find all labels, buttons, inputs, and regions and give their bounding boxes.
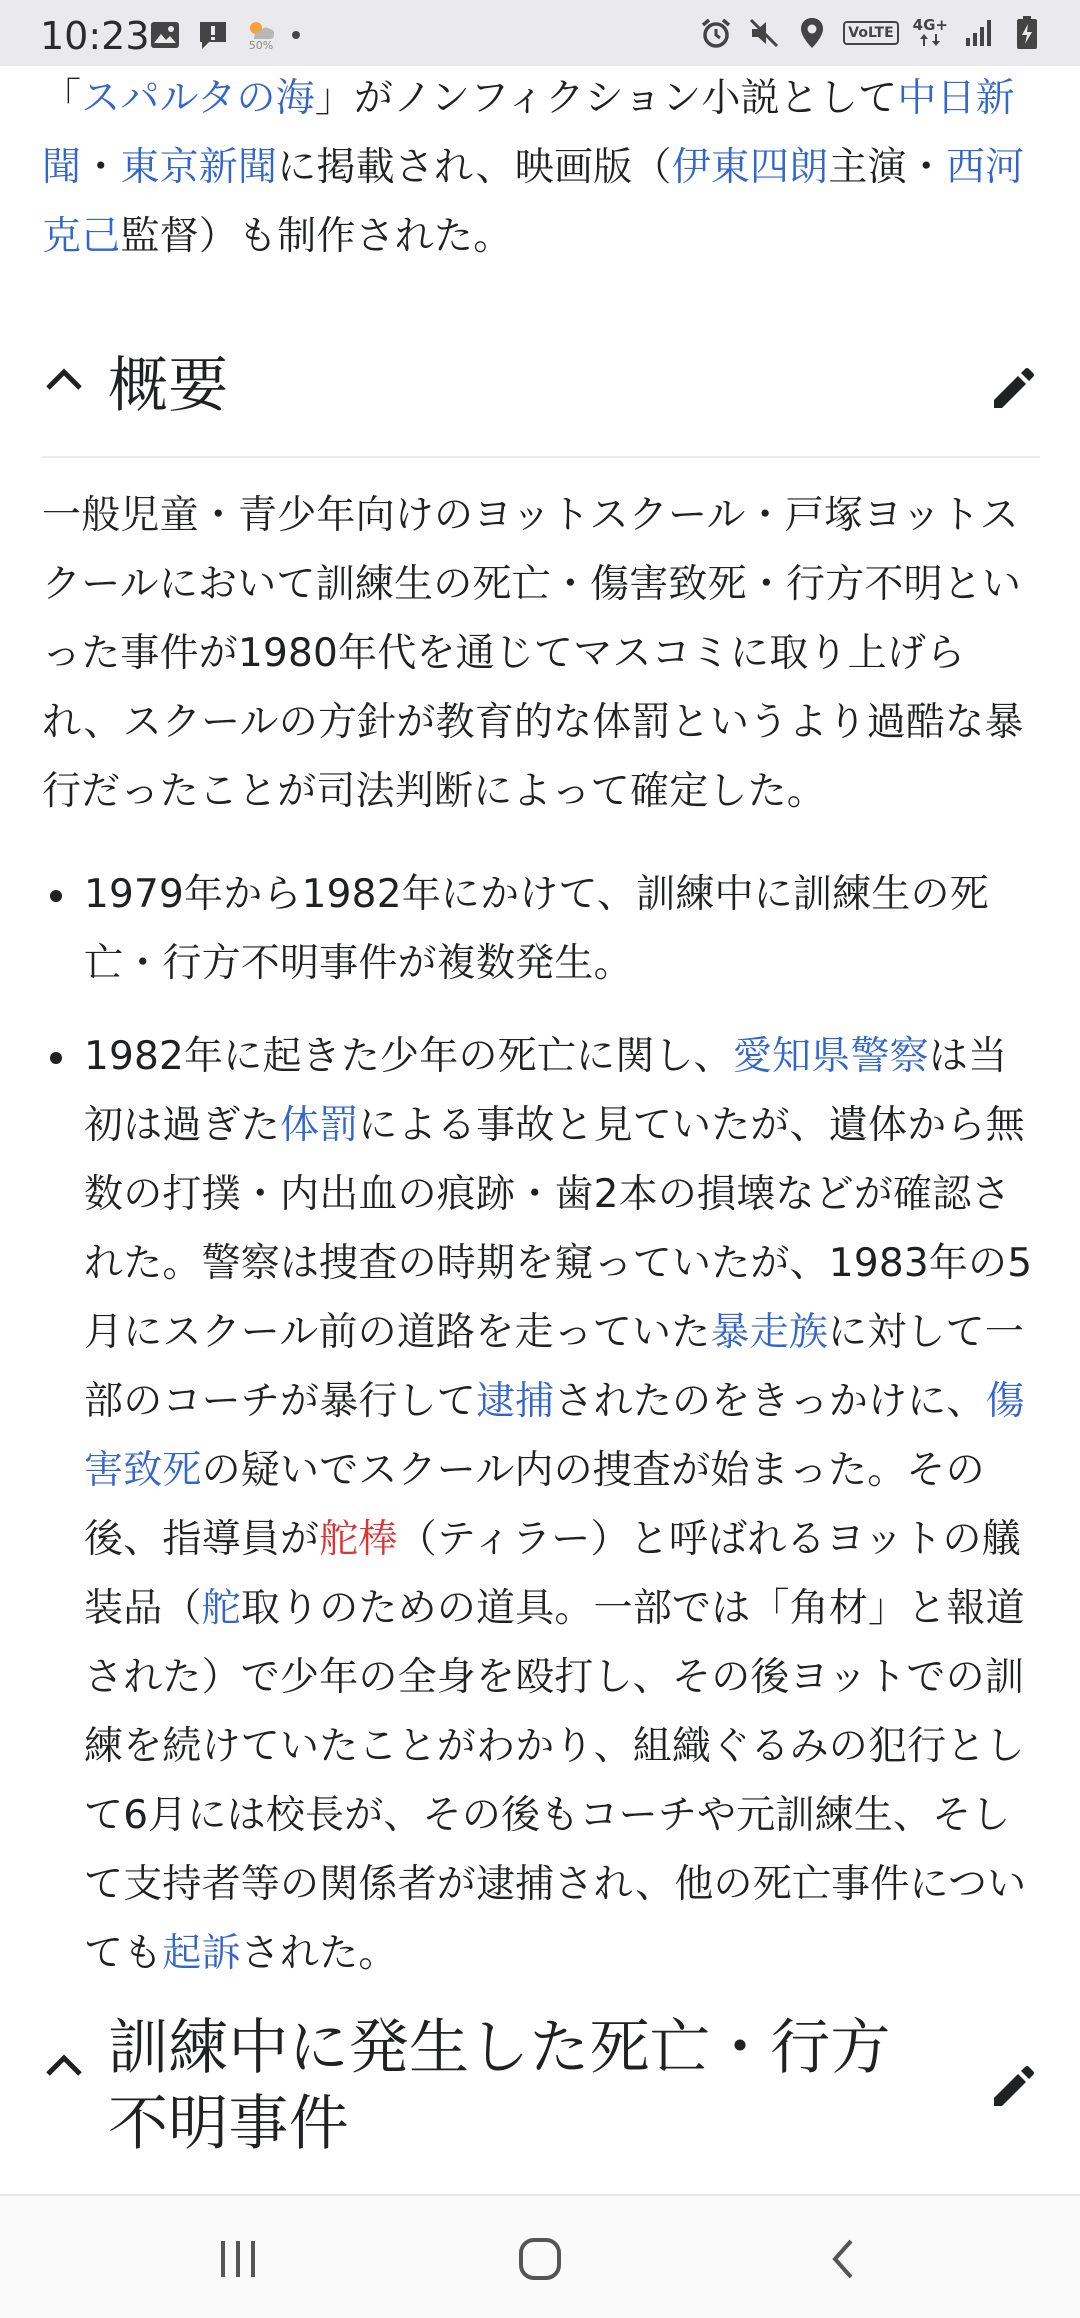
chevron-up-icon[interactable]: [42, 358, 86, 402]
message-alert-icon: [196, 18, 230, 52]
text-run: 1982年に起きた少年の死亡に関し、: [84, 1034, 733, 1079]
text-run: 1979年から1982年にかけて、訓練中に訓練生の死亡・行方不明事件が複数発生。: [84, 872, 989, 986]
system-navigation-bar: [0, 2194, 1080, 2318]
notification-icons: [148, 18, 300, 52]
clock: 10:23: [40, 14, 150, 58]
text-run: 監督）も制作された。: [120, 214, 513, 259]
text-run: されたのをきっかけに、: [554, 1379, 986, 1424]
text-run: された。: [240, 1931, 398, 1976]
volte-indicator: VoLTE: [843, 21, 898, 45]
text-run: に対して一部のコーチが暴行して: [84, 1310, 1025, 1424]
home-icon: [517, 2236, 563, 2282]
overview-paragraph: 一般児童・青少年向けのヨットスクール・戸塚ヨットスクールにおいて訓練生の死亡・傷害致死・行方不明といった事件が1980年代を通じてマスコミに取り上げられ、スクールの方針が教育的な体罰というより過酷な暴行だったことが司法判断によって確定した。: [42, 493, 1024, 814]
article-link[interactable]: 傷害致死: [84, 1379, 1025, 1493]
text-run: に掲載され、映画版（: [277, 145, 672, 190]
section-header-incidents[interactable]: [42, 2002, 1040, 2158]
bullet-dot: [50, 1052, 62, 1064]
article-link[interactable]: 舵: [201, 1586, 241, 1631]
home-button[interactable]: [510, 2234, 570, 2284]
weather-icon: [244, 18, 278, 52]
article-link[interactable]: 起訴: [162, 1931, 241, 1976]
list-item-text: [84, 1034, 1032, 1976]
network-type-indicator: [913, 17, 948, 49]
mute-icon: [747, 16, 781, 50]
list-item: [42, 1022, 1040, 1988]
text-run: 「: [42, 76, 82, 121]
back-icon: [827, 2237, 857, 2281]
text-run: （ティラー）と呼ばれるヨットの艤装品（: [84, 1517, 1021, 1631]
gallery-icon: [148, 18, 182, 52]
article-link[interactable]: スパルタの海: [81, 76, 315, 121]
text-run: は当初は過ぎた: [84, 1034, 1008, 1148]
article-link[interactable]: 東京新聞: [120, 145, 278, 190]
article-link[interactable]: 体罰: [280, 1103, 359, 1148]
back-button[interactable]: [812, 2234, 872, 2284]
text-run: 」がノンフィクション小説として: [314, 76, 898, 121]
article-link[interactable]: 暴走族: [710, 1310, 829, 1355]
more-notifications-dot: [292, 31, 300, 39]
system-icons: [699, 16, 1044, 50]
missing-article-link[interactable]: 舵棒: [319, 1517, 398, 1562]
text-run: の疑いでスクール内の捜査が始まった。その後、指導員が: [84, 1448, 985, 1562]
list-item: [42, 860, 1040, 998]
chevron-up-icon[interactable]: [42, 2044, 86, 2088]
recents-button[interactable]: [208, 2234, 268, 2284]
article-link[interactable]: 西河克己: [42, 145, 1025, 259]
section-title: 概要: [108, 351, 229, 421]
text-run: 主演・: [828, 145, 946, 190]
section-title: 訓練中に発生した死亡・行方不明事件: [108, 2013, 891, 2159]
event-list: [42, 860, 1040, 1988]
intro-paragraph: [42, 64, 1040, 271]
status-bar: [0, 0, 1080, 66]
recents-icon: [216, 2239, 260, 2279]
article-link[interactable]: 中日新聞: [42, 76, 1015, 190]
bullet-dot: [50, 890, 62, 902]
battery-charging-icon: [1010, 16, 1044, 50]
alarm-icon: [699, 16, 733, 50]
article-link[interactable]: 逮捕: [476, 1379, 555, 1424]
signal-icon: [962, 16, 996, 50]
pencil-icon[interactable]: [990, 2062, 1038, 2110]
location-icon: [795, 16, 829, 50]
section-header-overview[interactable]: [42, 328, 1040, 458]
article-link[interactable]: 伊東四朗: [671, 145, 829, 190]
article-link[interactable]: 愛知県警察: [732, 1034, 929, 1079]
weather-label: 50%: [248, 39, 274, 52]
list-item-text: [84, 872, 989, 986]
network-type-label: 4G+: [912, 16, 948, 34]
text-run: による事故と見ていたが、遺体から無数の打撲・内出血の痕跡・歯2本の損壊などが確認された。警察は捜査の時期を窺っていたが、1983年の5月にスクール前の道路を走っていた: [84, 1103, 1033, 1355]
text-run: ・: [81, 145, 121, 190]
text-run: 取りのための道具。一部では「角材」と報道された）で少年の全身を殴打し、その後ヨットでの訓練を続けていたことがわかり、組織ぐるみの犯行として6月には校長が、その後もコーチや元訓練生、そして支持者等の関係者が逮捕され、他の死亡事件についても: [84, 1586, 1027, 1976]
article-content: [42, 66, 1040, 2158]
pencil-icon[interactable]: [990, 364, 1038, 412]
